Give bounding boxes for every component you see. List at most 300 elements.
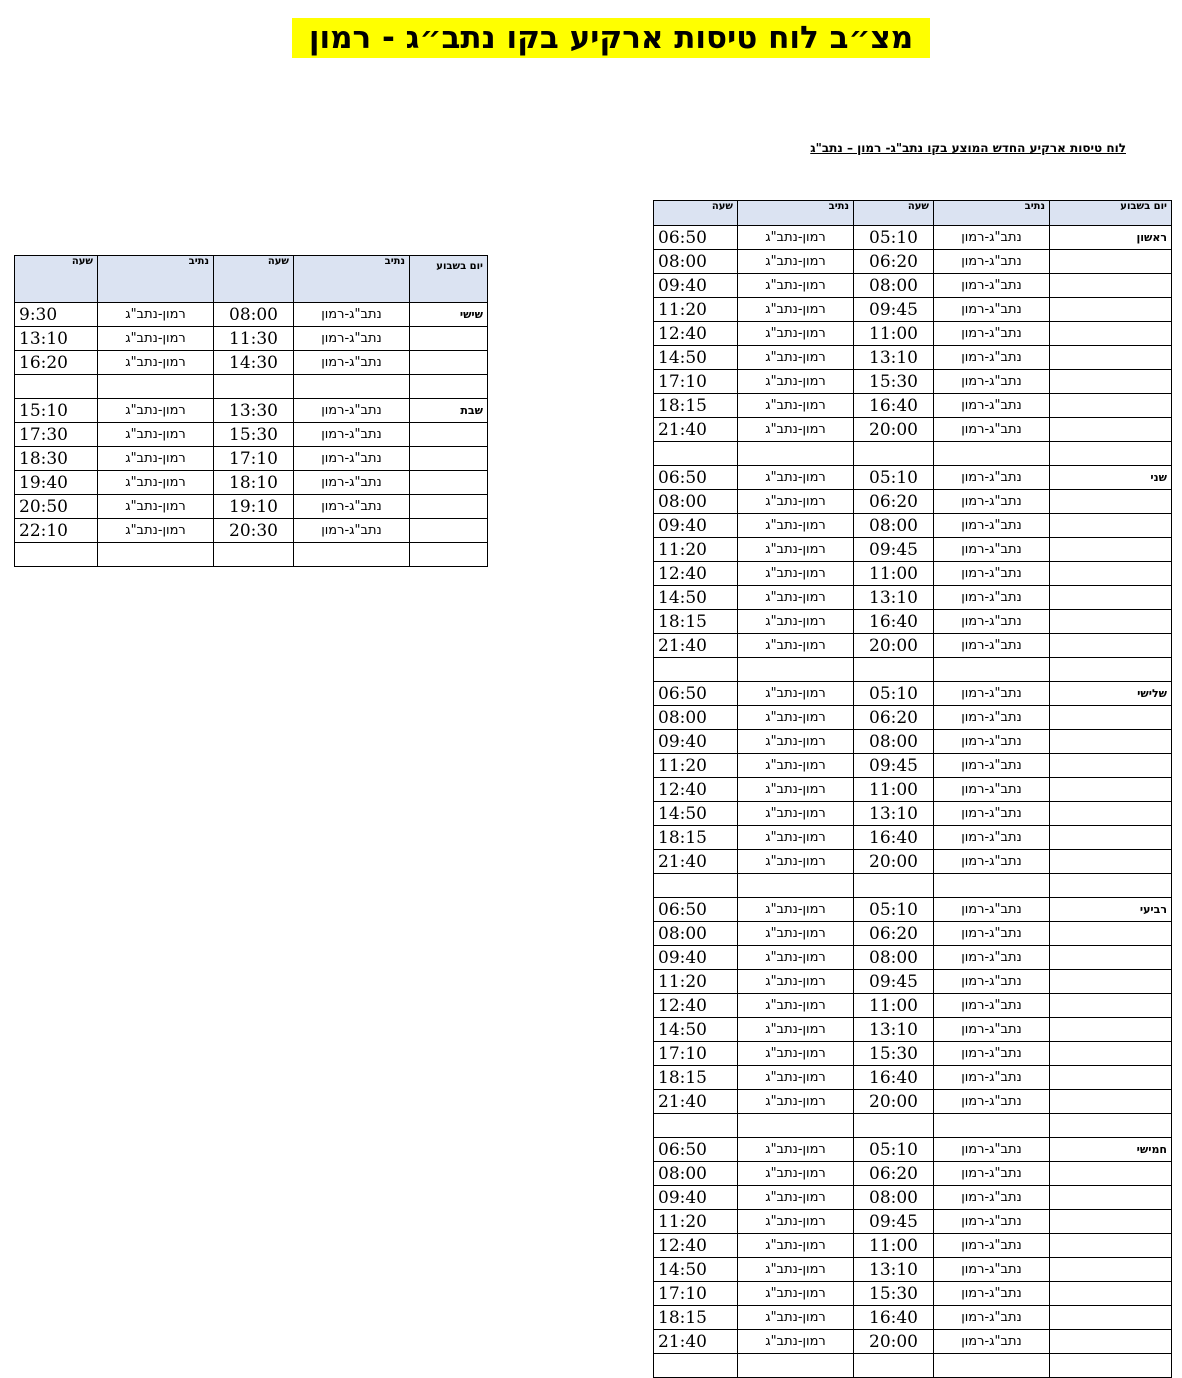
day-cell xyxy=(410,447,488,471)
empty-cell xyxy=(654,874,738,898)
route-back-cell: רמון-נתב"ג xyxy=(98,399,214,423)
table-row xyxy=(654,1018,1172,1042)
empty-cell xyxy=(854,442,934,466)
time-out-cell: 16:40 xyxy=(854,1066,934,1090)
route-back-cell: רמון-נתב"ג xyxy=(738,1282,854,1306)
time-out-cell: 20:00 xyxy=(854,418,934,442)
route-back-cell: רמון-נתב"ג xyxy=(98,471,214,495)
time-back-cell: 21:40 xyxy=(654,418,738,442)
day-cell xyxy=(1050,994,1172,1018)
time-back-cell: 12:40 xyxy=(654,778,738,802)
route-back-cell: רמון-נתב"ג xyxy=(98,495,214,519)
table-header-row xyxy=(15,256,488,303)
weekend-table-body xyxy=(15,303,488,567)
time-out-cell: 15:30 xyxy=(854,1282,934,1306)
day-cell xyxy=(1050,1282,1172,1306)
header-route-back: נתיב xyxy=(738,201,854,226)
spacer-row xyxy=(654,1114,1172,1138)
route-back-cell: רמון-נתב"ג xyxy=(738,1066,854,1090)
route-back-cell: רמון-נתב"ג xyxy=(738,514,854,538)
day-cell xyxy=(1050,1090,1172,1114)
day-cell xyxy=(1050,1306,1172,1330)
time-out-cell: 20:00 xyxy=(854,1090,934,1114)
time-out-cell: 13:10 xyxy=(854,346,934,370)
route-back-cell: רמון-נתב"ג xyxy=(98,303,214,327)
table-row xyxy=(654,394,1172,418)
day-cell xyxy=(1050,802,1172,826)
route-out-cell: נתב"ג-רמון xyxy=(934,466,1050,490)
time-out-cell: 11:30 xyxy=(214,327,294,351)
empty-cell xyxy=(854,1114,934,1138)
route-back-cell: רמון-נתב"ג xyxy=(738,1018,854,1042)
route-out-cell: נתב"ג-רמון xyxy=(934,634,1050,658)
time-out-cell: 05:10 xyxy=(854,682,934,706)
route-back-cell: רמון-נתב"ג xyxy=(738,1042,854,1066)
table-row xyxy=(654,850,1172,874)
table-row xyxy=(654,1042,1172,1066)
time-back-cell: 17:10 xyxy=(654,1042,738,1066)
route-out-cell: נתב"ג-רמון xyxy=(934,850,1050,874)
route-back-cell: רמון-נתב"ג xyxy=(738,586,854,610)
time-out-cell: 06:20 xyxy=(854,922,934,946)
time-back-cell: 06:50 xyxy=(654,226,738,250)
day-cell xyxy=(410,423,488,447)
route-out-cell: נתב"ג-רמון xyxy=(294,495,410,519)
route-back-cell: רמון-נתב"ג xyxy=(738,1186,854,1210)
day-cell xyxy=(1050,514,1172,538)
route-back-cell: רמון-נתב"ג xyxy=(738,370,854,394)
time-back-cell: 08:00 xyxy=(654,250,738,274)
empty-cell xyxy=(934,1114,1050,1138)
time-out-cell: 13:10 xyxy=(854,1258,934,1282)
empty-cell xyxy=(654,442,738,466)
time-out-cell: 06:20 xyxy=(854,1162,934,1186)
route-back-cell: רמון-נתב"ג xyxy=(738,778,854,802)
table-row xyxy=(654,898,1172,922)
route-out-cell: נתב"ג-רמון xyxy=(934,346,1050,370)
day-cell xyxy=(410,327,488,351)
table-row xyxy=(654,322,1172,346)
table-row xyxy=(654,1066,1172,1090)
time-back-cell: 11:20 xyxy=(654,1210,738,1234)
time-back-cell: 18:15 xyxy=(654,1066,738,1090)
route-out-cell: נתב"ג-רמון xyxy=(934,538,1050,562)
day-cell xyxy=(1050,1162,1172,1186)
time-out-cell: 15:30 xyxy=(214,423,294,447)
route-out-cell: נתב"ג-רמון xyxy=(934,586,1050,610)
route-out-cell: נתב"ג-רמון xyxy=(934,1330,1050,1354)
route-back-cell: רמון-נתב"ג xyxy=(738,1330,854,1354)
route-back-cell: רמון-נתב"ג xyxy=(738,250,854,274)
table-row xyxy=(15,303,488,327)
time-out-cell: 16:40 xyxy=(854,394,934,418)
route-out-cell: נתב"ג-רמון xyxy=(934,754,1050,778)
day-cell xyxy=(410,519,488,543)
time-out-cell: 09:45 xyxy=(854,298,934,322)
day-cell xyxy=(1050,562,1172,586)
route-out-cell: נתב"ג-רמון xyxy=(934,322,1050,346)
time-back-cell: 11:20 xyxy=(654,538,738,562)
route-out-cell: נתב"ג-רמון xyxy=(934,922,1050,946)
time-out-cell: 08:00 xyxy=(854,1186,934,1210)
day-cell xyxy=(1050,394,1172,418)
header-time-out: שעה xyxy=(854,201,934,226)
table-row xyxy=(15,519,488,543)
empty-cell xyxy=(854,1354,934,1378)
time-back-cell: 18:15 xyxy=(654,394,738,418)
route-out-cell: נתב"ג-רמון xyxy=(934,394,1050,418)
time-out-cell: 05:10 xyxy=(854,898,934,922)
table-row xyxy=(654,1210,1172,1234)
day-cell xyxy=(1050,1258,1172,1282)
route-out-cell: נתב"ג-רמון xyxy=(934,1186,1050,1210)
time-back-cell: 13:10 xyxy=(15,327,98,351)
table-row xyxy=(654,1258,1172,1282)
route-back-cell: רמון-נתב"ג xyxy=(738,970,854,994)
time-out-cell: 13:10 xyxy=(854,1018,934,1042)
day-cell xyxy=(1050,346,1172,370)
day-cell xyxy=(1050,706,1172,730)
day-cell xyxy=(1050,826,1172,850)
route-out-cell: נתב"ג-רמון xyxy=(294,447,410,471)
route-out-cell: נתב"ג-רמון xyxy=(934,418,1050,442)
time-out-cell: 16:40 xyxy=(854,610,934,634)
table-row xyxy=(654,826,1172,850)
time-back-cell: 09:40 xyxy=(654,946,738,970)
time-back-cell: 06:50 xyxy=(654,682,738,706)
time-back-cell: 06:50 xyxy=(654,898,738,922)
table-row xyxy=(654,994,1172,1018)
spacer-row xyxy=(654,442,1172,466)
empty-cell xyxy=(1050,442,1172,466)
time-back-cell: 08:00 xyxy=(654,922,738,946)
route-back-cell: רמון-נתב"ג xyxy=(98,447,214,471)
table-row xyxy=(654,346,1172,370)
time-back-cell: 09:40 xyxy=(654,730,738,754)
table-row xyxy=(654,538,1172,562)
time-out-cell: 06:20 xyxy=(854,490,934,514)
table-row xyxy=(654,370,1172,394)
day-cell xyxy=(1050,1186,1172,1210)
empty-cell xyxy=(1050,874,1172,898)
table-row xyxy=(654,1090,1172,1114)
route-back-cell: רמון-נתב"ג xyxy=(738,802,854,826)
table-row xyxy=(654,1330,1172,1354)
empty-cell xyxy=(654,1354,738,1378)
time-out-cell: 06:20 xyxy=(854,706,934,730)
table-header-row xyxy=(654,201,1172,226)
day-cell xyxy=(1050,586,1172,610)
route-out-cell: נתב"ג-רמון xyxy=(294,471,410,495)
empty-cell xyxy=(1050,1354,1172,1378)
table-row xyxy=(15,399,488,423)
empty-cell xyxy=(214,375,294,399)
route-out-cell: נתב"ג-רמון xyxy=(934,1162,1050,1186)
table-row xyxy=(654,610,1172,634)
time-back-cell: 20:50 xyxy=(15,495,98,519)
time-back-cell: 14:50 xyxy=(654,802,738,826)
empty-cell xyxy=(294,543,410,567)
table-row xyxy=(654,418,1172,442)
route-back-cell: רמון-נתב"ג xyxy=(738,466,854,490)
route-back-cell: רמון-נתב"ג xyxy=(738,994,854,1018)
route-out-cell: נתב"ג-רמון xyxy=(934,1018,1050,1042)
time-out-cell: 13:30 xyxy=(214,399,294,423)
time-back-cell: 15:10 xyxy=(15,399,98,423)
time-out-cell: 18:10 xyxy=(214,471,294,495)
table-row xyxy=(654,1282,1172,1306)
day-cell xyxy=(1050,970,1172,994)
day-cell xyxy=(410,351,488,375)
header-route-back: נתיב xyxy=(98,256,214,303)
route-back-cell: רמון-נתב"ג xyxy=(738,1210,854,1234)
route-out-cell: נתב"ג-רמון xyxy=(294,423,410,447)
day-cell xyxy=(1050,850,1172,874)
header-time-out: שעה xyxy=(214,256,294,303)
time-back-cell: 14:50 xyxy=(654,346,738,370)
time-back-cell: 11:20 xyxy=(654,970,738,994)
time-out-cell: 09:45 xyxy=(854,1210,934,1234)
day-cell xyxy=(1050,538,1172,562)
time-back-cell: 17:10 xyxy=(654,1282,738,1306)
route-back-cell: רמון-נתב"ג xyxy=(738,538,854,562)
table-row xyxy=(654,1186,1172,1210)
table-row xyxy=(654,298,1172,322)
table-row xyxy=(654,1234,1172,1258)
time-back-cell: 08:00 xyxy=(654,1162,738,1186)
time-back-cell: 12:40 xyxy=(654,1234,738,1258)
empty-cell xyxy=(98,375,214,399)
time-back-cell: 14:50 xyxy=(654,1258,738,1282)
table-row xyxy=(15,327,488,351)
route-back-cell: רמון-נתב"ג xyxy=(738,754,854,778)
day-cell xyxy=(410,471,488,495)
route-out-cell: נתב"ג-רמון xyxy=(934,562,1050,586)
route-back-cell: רמון-נתב"ג xyxy=(738,946,854,970)
time-out-cell: 15:30 xyxy=(854,370,934,394)
day-cell xyxy=(1050,1018,1172,1042)
day-cell xyxy=(1050,250,1172,274)
time-back-cell: 9:30 xyxy=(15,303,98,327)
time-back-cell: 06:50 xyxy=(654,466,738,490)
time-back-cell: 06:50 xyxy=(654,1138,738,1162)
day-cell: שני xyxy=(1050,466,1172,490)
table-row xyxy=(15,423,488,447)
route-back-cell: רמון-נתב"ג xyxy=(738,682,854,706)
time-out-cell: 08:00 xyxy=(854,274,934,298)
day-cell: חמישי xyxy=(1050,1138,1172,1162)
spacer-row xyxy=(654,874,1172,898)
empty-cell xyxy=(410,543,488,567)
time-back-cell: 16:20 xyxy=(15,351,98,375)
time-back-cell: 09:40 xyxy=(654,514,738,538)
empty-cell xyxy=(15,543,98,567)
route-out-cell: נתב"ג-רמון xyxy=(934,250,1050,274)
time-back-cell: 21:40 xyxy=(654,1090,738,1114)
page-title: מצ״ב לוח טיסות ארקיע בקו נתב״ג - רמון xyxy=(292,18,930,58)
day-cell xyxy=(1050,490,1172,514)
header-day: יום בשבוע xyxy=(410,256,488,303)
route-out-cell: נתב"ג-רמון xyxy=(934,1210,1050,1234)
route-back-cell: רמון-נתב"ג xyxy=(738,322,854,346)
time-back-cell: 18:15 xyxy=(654,1306,738,1330)
route-out-cell: נתב"ג-רמון xyxy=(294,327,410,351)
time-out-cell: 11:00 xyxy=(854,322,934,346)
route-back-cell: רמון-נתב"ג xyxy=(98,351,214,375)
route-back-cell: רמון-נתב"ג xyxy=(738,490,854,514)
day-cell xyxy=(1050,946,1172,970)
empty-cell xyxy=(854,874,934,898)
route-out-cell: נתב"ג-רמון xyxy=(294,519,410,543)
time-out-cell: 14:30 xyxy=(214,351,294,375)
route-out-cell: נתב"ג-רמון xyxy=(294,399,410,423)
time-back-cell: 17:10 xyxy=(654,370,738,394)
weekday-table-body xyxy=(654,226,1172,1378)
time-out-cell: 20:00 xyxy=(854,634,934,658)
table-row xyxy=(15,351,488,375)
route-out-cell: נתב"ג-רמון xyxy=(934,1042,1050,1066)
route-back-cell: רמון-נתב"ג xyxy=(738,898,854,922)
route-out-cell: נתב"ג-רמון xyxy=(934,946,1050,970)
spacer-row xyxy=(15,375,488,399)
time-back-cell: 22:10 xyxy=(15,519,98,543)
day-cell xyxy=(1050,322,1172,346)
table-row xyxy=(654,682,1172,706)
time-back-cell: 09:40 xyxy=(654,1186,738,1210)
time-out-cell: 05:10 xyxy=(854,226,934,250)
time-back-cell: 08:00 xyxy=(654,706,738,730)
header-time-back: שעה xyxy=(654,201,738,226)
time-out-cell: 11:00 xyxy=(854,562,934,586)
route-out-cell: נתב"ג-רמון xyxy=(934,1306,1050,1330)
route-out-cell: נתב"ג-רמון xyxy=(934,1066,1050,1090)
table-row xyxy=(654,466,1172,490)
header-day: יום בשבוע xyxy=(1050,201,1172,226)
day-cell xyxy=(1050,1066,1172,1090)
route-out-cell: נתב"ג-רמון xyxy=(934,802,1050,826)
time-out-cell: 09:45 xyxy=(854,970,934,994)
day-cell xyxy=(1050,370,1172,394)
table-row xyxy=(15,471,488,495)
route-out-cell: נתב"ג-רמון xyxy=(934,1282,1050,1306)
table-row xyxy=(654,634,1172,658)
table-row xyxy=(654,1138,1172,1162)
time-out-cell: 08:00 xyxy=(214,303,294,327)
time-back-cell: 21:40 xyxy=(654,634,738,658)
route-back-cell: רמון-נתב"ג xyxy=(738,1090,854,1114)
spacer-row xyxy=(654,1354,1172,1378)
route-out-cell: נתב"ג-רמון xyxy=(934,994,1050,1018)
time-back-cell: 12:40 xyxy=(654,322,738,346)
route-back-cell: רמון-נתב"ג xyxy=(738,634,854,658)
time-out-cell: 11:00 xyxy=(854,994,934,1018)
route-back-cell: רמון-נתב"ג xyxy=(738,562,854,586)
route-out-cell: נתב"ג-רמון xyxy=(934,298,1050,322)
day-cell xyxy=(1050,634,1172,658)
route-back-cell: רמון-נתב"ג xyxy=(738,394,854,418)
route-out-cell: נתב"ג-רמון xyxy=(934,970,1050,994)
table-row xyxy=(654,586,1172,610)
route-back-cell: רמון-נתב"ג xyxy=(738,610,854,634)
empty-cell xyxy=(934,442,1050,466)
time-out-cell: 05:10 xyxy=(854,466,934,490)
route-back-cell: רמון-נתב"ג xyxy=(738,850,854,874)
route-back-cell: רמון-נתב"ג xyxy=(738,1258,854,1282)
day-cell xyxy=(1050,418,1172,442)
time-out-cell: 11:00 xyxy=(854,778,934,802)
time-back-cell: 12:40 xyxy=(654,562,738,586)
day-cell: רביעי xyxy=(1050,898,1172,922)
day-cell xyxy=(1050,922,1172,946)
route-out-cell: נתב"ג-רמון xyxy=(934,370,1050,394)
time-out-cell: 13:10 xyxy=(854,586,934,610)
header-route-out: נתיב xyxy=(934,201,1050,226)
table-row xyxy=(654,562,1172,586)
empty-cell xyxy=(854,658,934,682)
route-out-cell: נתב"ג-רמון xyxy=(934,514,1050,538)
route-out-cell: נתב"ג-רמון xyxy=(934,1090,1050,1114)
table-row xyxy=(654,226,1172,250)
table-row xyxy=(654,922,1172,946)
schedule-subtitle: לוח טיסות ארקיע החדש המוצע בקו נתב"ג- רמון – נתב"ג xyxy=(810,141,1126,155)
day-cell xyxy=(1050,274,1172,298)
time-back-cell: 18:15 xyxy=(654,610,738,634)
table-row xyxy=(654,802,1172,826)
time-out-cell: 06:20 xyxy=(854,250,934,274)
route-out-cell: נתב"ג-רמון xyxy=(934,898,1050,922)
route-out-cell: נתב"ג-רמון xyxy=(934,274,1050,298)
route-back-cell: רמון-נתב"ג xyxy=(738,418,854,442)
route-back-cell: רמון-נתב"ג xyxy=(738,826,854,850)
route-out-cell: נתב"ג-רמון xyxy=(934,682,1050,706)
empty-cell xyxy=(654,658,738,682)
route-out-cell: נתב"ג-רמון xyxy=(934,1138,1050,1162)
route-out-cell: נתב"ג-רמון xyxy=(934,1234,1050,1258)
route-back-cell: רמון-נתב"ג xyxy=(98,327,214,351)
empty-cell xyxy=(294,375,410,399)
route-out-cell: נתב"ג-רמון xyxy=(934,226,1050,250)
time-back-cell: 09:40 xyxy=(654,274,738,298)
day-cell: שבת xyxy=(410,399,488,423)
time-out-cell: 16:40 xyxy=(854,1306,934,1330)
header-time-back: שעה xyxy=(15,256,98,303)
table-row xyxy=(654,754,1172,778)
time-out-cell: 11:00 xyxy=(854,1234,934,1258)
time-out-cell: 19:10 xyxy=(214,495,294,519)
table-row xyxy=(654,970,1172,994)
time-out-cell: 20:00 xyxy=(854,850,934,874)
time-back-cell: 17:30 xyxy=(15,423,98,447)
empty-cell xyxy=(738,658,854,682)
route-back-cell: רמון-נתב"ג xyxy=(738,1162,854,1186)
empty-cell xyxy=(738,1354,854,1378)
time-back-cell: 21:40 xyxy=(654,850,738,874)
time-out-cell: 09:45 xyxy=(854,538,934,562)
table-row xyxy=(15,495,488,519)
route-back-cell: רמון-נתב"ג xyxy=(738,1306,854,1330)
weekday-schedule-table xyxy=(653,200,1172,1378)
route-back-cell: רמון-נתב"ג xyxy=(738,298,854,322)
time-out-cell: 08:00 xyxy=(854,946,934,970)
time-back-cell: 11:20 xyxy=(654,754,738,778)
table-row xyxy=(654,706,1172,730)
time-back-cell: 18:15 xyxy=(654,826,738,850)
empty-cell xyxy=(410,375,488,399)
route-out-cell: נתב"ג-רמון xyxy=(934,610,1050,634)
time-back-cell: 14:50 xyxy=(654,586,738,610)
route-back-cell: רמון-נתב"ג xyxy=(98,519,214,543)
empty-cell xyxy=(738,1114,854,1138)
